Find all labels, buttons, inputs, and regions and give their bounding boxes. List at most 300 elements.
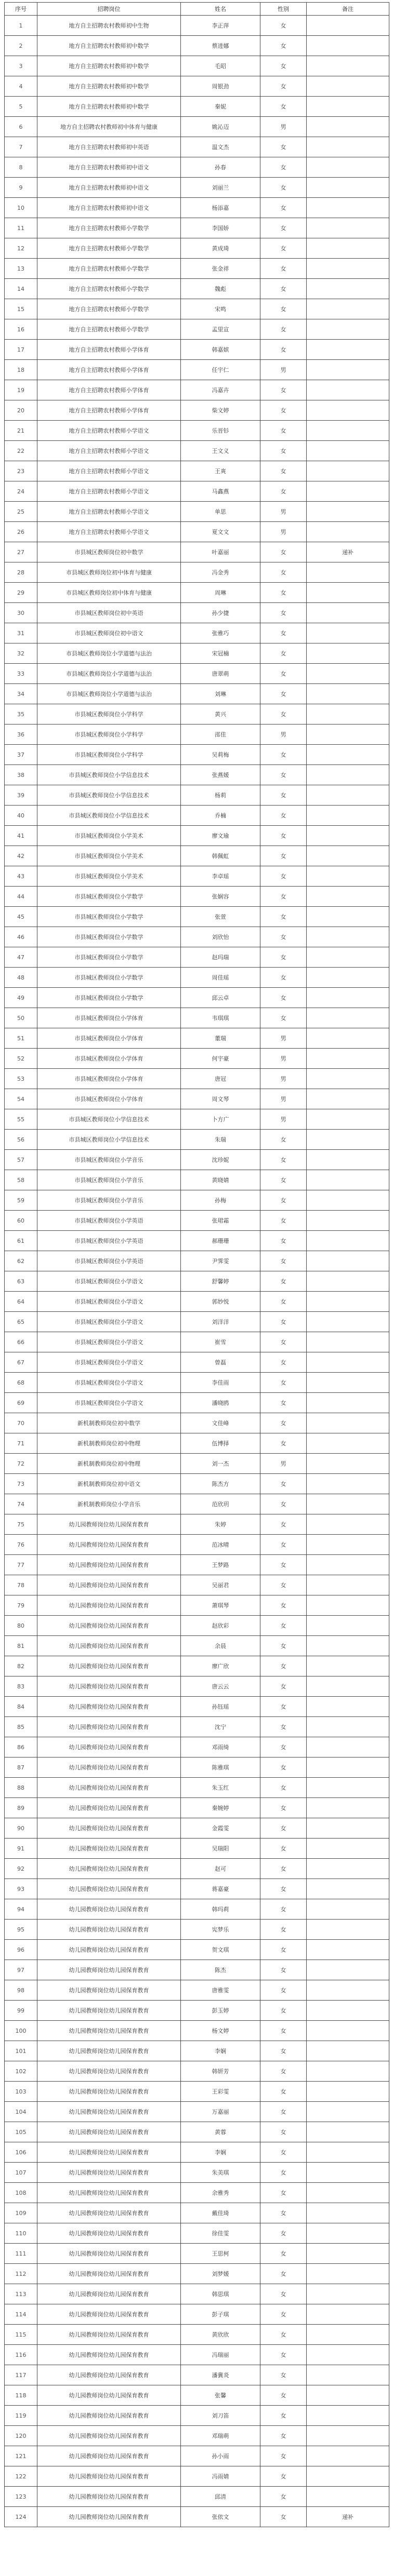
cell-serial-number: 98 — [5, 1980, 37, 2001]
cell-name: 李娴 — [181, 2142, 260, 2163]
table-row — [5, 2487, 389, 2507]
cell-serial-number: 78 — [5, 1575, 37, 1595]
table-row — [5, 2385, 389, 2406]
cell-remark — [307, 1778, 389, 1798]
cell-gender: 女 — [260, 2122, 307, 2142]
cell-remark — [307, 1960, 389, 1980]
cell-gender: 女 — [260, 1839, 307, 1859]
table-row — [5, 360, 389, 380]
table-row — [5, 785, 389, 806]
cell-name: 刘琳 — [181, 684, 260, 704]
cell-name: 徐佳雯 — [181, 2223, 260, 2244]
cell-remark — [307, 1535, 389, 1555]
cell-serial-number: 106 — [5, 2142, 37, 2163]
cell-name: 乐晋钐 — [181, 421, 260, 441]
cell-gender: 女 — [260, 340, 307, 360]
cell-position: 幼儿园教师岗位幼儿园保育教育 — [37, 2244, 181, 2264]
cell-gender: 女 — [260, 238, 307, 259]
cell-remark — [307, 1413, 389, 1433]
cell-serial-number: 12 — [5, 238, 37, 259]
cell-serial-number: 16 — [5, 319, 37, 340]
cell-remark — [307, 1879, 389, 1899]
cell-gender: 男 — [260, 1069, 307, 1089]
cell-serial-number: 27 — [5, 542, 37, 562]
cell-serial-number: 40 — [5, 806, 37, 826]
cell-name: 魏彪 — [181, 279, 260, 299]
cell-position: 地方自主招聘农村教师小学体育 — [37, 360, 181, 380]
cell-remark — [307, 1211, 389, 1231]
cell-remark — [307, 441, 389, 461]
table-row — [5, 1798, 389, 1818]
cell-serial-number: 34 — [5, 684, 37, 704]
cell-gender: 女 — [260, 1697, 307, 1717]
cell-serial-number: 87 — [5, 1757, 37, 1778]
cell-name: 刘梦媛 — [181, 2264, 260, 2284]
cell-remark — [307, 1818, 389, 1839]
cell-serial-number: 13 — [5, 259, 37, 279]
table-header-row — [5, 3, 389, 16]
cell-gender: 女 — [260, 2163, 307, 2183]
cell-position: 市县城区教师岗位小学体育 — [37, 1028, 181, 1049]
cell-remark — [307, 2446, 389, 2466]
cell-name: 乔楠 — [181, 806, 260, 826]
cell-remark — [307, 2142, 389, 2163]
cell-remark — [307, 725, 389, 745]
cell-serial-number: 64 — [5, 1292, 37, 1312]
cell-serial-number: 45 — [5, 907, 37, 927]
table-row — [5, 137, 389, 157]
cell-position: 市县城区教师岗位小学数学 — [37, 887, 181, 907]
table-row — [5, 1008, 389, 1028]
table-row — [5, 1352, 389, 1373]
cell-gender: 女 — [260, 1292, 307, 1312]
cell-remark — [307, 927, 389, 947]
cell-position: 幼儿园教师岗位幼儿园保育教育 — [37, 2223, 181, 2244]
cell-remark — [307, 2122, 389, 2142]
cell-remark — [307, 16, 389, 36]
table-row — [5, 2264, 389, 2284]
cell-remark — [307, 1899, 389, 1920]
cell-gender: 女 — [260, 562, 307, 583]
cell-name: 彭玉婷 — [181, 2001, 260, 2021]
table-row — [5, 2122, 389, 2142]
cell-remark — [307, 2365, 389, 2385]
cell-serial-number: 118 — [5, 2385, 37, 2406]
table-row — [5, 522, 389, 542]
cell-remark — [307, 1454, 389, 1474]
cell-position: 市县城区教师岗位小学信息技术 — [37, 806, 181, 826]
cell-name: 贺文琪 — [181, 1940, 260, 1960]
cell-position: 幼儿园教师岗位幼儿园保育教育 — [37, 1717, 181, 1737]
cell-name: 赵玛瑞 — [181, 947, 260, 968]
cell-remark — [307, 1251, 389, 1271]
cell-serial-number: 95 — [5, 1920, 37, 1940]
cell-name: 刘欣怡 — [181, 927, 260, 947]
cell-remark — [307, 380, 389, 400]
cell-position: 市县城区教师岗位小学道德与法治 — [37, 664, 181, 684]
table-row — [5, 1960, 389, 1980]
cell-remark — [307, 1616, 389, 1636]
cell-remark — [307, 1130, 389, 1150]
cell-serial-number: 37 — [5, 745, 37, 765]
cell-remark — [307, 1717, 389, 1737]
cell-remark — [307, 2426, 389, 2446]
cell-serial-number: 38 — [5, 765, 37, 785]
cell-gender: 女 — [260, 887, 307, 907]
table-row — [5, 684, 389, 704]
cell-remark — [307, 947, 389, 968]
table-row — [5, 481, 389, 502]
cell-gender: 女 — [260, 1717, 307, 1737]
cell-remark — [307, 2487, 389, 2507]
cell-serial-number: 122 — [5, 2466, 37, 2487]
cell-serial-number: 80 — [5, 1616, 37, 1636]
cell-serial-number: 39 — [5, 785, 37, 806]
cell-name: 廖文瑜 — [181, 826, 260, 846]
cell-gender: 女 — [260, 2223, 307, 2244]
cell-remark — [307, 1271, 389, 1292]
cell-gender: 女 — [260, 481, 307, 502]
cell-position: 市县城区教师岗位小学体育 — [37, 1049, 181, 1069]
cell-name: 唐翠萌 — [181, 664, 260, 684]
cell-remark — [307, 1757, 389, 1778]
table-row — [5, 1332, 389, 1352]
cell-name: 潘晓鸥 — [181, 1393, 260, 1413]
cell-gender: 女 — [260, 1616, 307, 1636]
cell-name: 郭妙悦 — [181, 1292, 260, 1312]
cell-remark — [307, 1920, 389, 1940]
cell-gender: 女 — [260, 806, 307, 826]
cell-remark — [307, 1190, 389, 1211]
cell-position: 幼儿园教师岗位幼儿园保育教育 — [37, 2325, 181, 2345]
cell-position: 市县城区教师岗位小学信息技术 — [37, 765, 181, 785]
table-row — [5, 1757, 389, 1778]
cell-gender: 女 — [260, 1332, 307, 1352]
cell-name: 黄晓婧 — [181, 1170, 260, 1190]
cell-name: 张燕媛 — [181, 765, 260, 785]
cell-position: 幼儿园教师岗位幼儿园保育教育 — [37, 2001, 181, 2021]
table-row — [5, 1049, 389, 1069]
table-row — [5, 1676, 389, 1697]
cell-serial-number: 36 — [5, 725, 37, 745]
table-row — [5, 968, 389, 988]
cell-position: 地方自主招聘农村教师初中数学 — [37, 97, 181, 117]
cell-remark — [307, 2466, 389, 2487]
cell-gender: 女 — [260, 704, 307, 725]
cell-remark — [307, 1575, 389, 1595]
cell-name: 刘一杰 — [181, 1454, 260, 1474]
cell-remark — [307, 603, 389, 623]
cell-name: 余雅秀 — [181, 2183, 260, 2203]
cell-position: 幼儿园教师岗位幼儿园保育教育 — [37, 2385, 181, 2406]
cell-position: 地方自主招聘农村教师小学数学 — [37, 218, 181, 238]
table-row — [5, 988, 389, 1008]
cell-name: 何宇豪 — [181, 1049, 260, 1069]
cell-name: 王梦路 — [181, 1555, 260, 1575]
cell-position: 市县城区教师岗位小学美术 — [37, 866, 181, 887]
cell-gender: 女 — [260, 2325, 307, 2345]
cell-position: 市县城区教师岗位小学音乐 — [37, 1170, 181, 1190]
cell-position: 幼儿园教师岗位幼儿园保育教育 — [37, 1818, 181, 1839]
cell-gender: 女 — [260, 1494, 307, 1514]
cell-remark — [307, 137, 389, 157]
cell-position: 市县城区教师岗位小学美术 — [37, 826, 181, 846]
cell-gender: 女 — [260, 1798, 307, 1818]
cell-remark — [307, 2102, 389, 2122]
cell-serial-number: 29 — [5, 583, 37, 603]
cell-gender: 女 — [260, 2203, 307, 2223]
cell-gender: 女 — [260, 2183, 307, 2203]
cell-position: 幼儿园教师岗位幼儿园保育教育 — [37, 1798, 181, 1818]
cell-remark — [307, 2203, 389, 2223]
cell-position: 幼儿园教师岗位幼儿园保育教育 — [37, 1960, 181, 1980]
cell-name: 黄欣欣 — [181, 2325, 260, 2345]
cell-serial-number: 107 — [5, 2163, 37, 2183]
cell-name: 吴丽君 — [181, 1575, 260, 1595]
cell-remark — [307, 2223, 389, 2244]
table-row — [5, 2163, 389, 2183]
table-row — [5, 1494, 389, 1514]
cell-gender: 女 — [260, 1271, 307, 1292]
table-row — [5, 2102, 389, 2122]
cell-gender: 女 — [260, 1656, 307, 1676]
table-row — [5, 2507, 389, 2527]
cell-name: 尹霁雯 — [181, 1251, 260, 1271]
table-row — [5, 2304, 389, 2325]
cell-serial-number: 50 — [5, 1008, 37, 1028]
cell-serial-number: 46 — [5, 927, 37, 947]
cell-serial-number: 42 — [5, 846, 37, 866]
cell-serial-number: 94 — [5, 1899, 37, 1920]
cell-serial-number: 73 — [5, 1474, 37, 1494]
cell-remark — [307, 1049, 389, 1069]
cell-remark — [307, 826, 389, 846]
cell-name: 杨莉 — [181, 785, 260, 806]
cell-serial-number: 99 — [5, 2001, 37, 2021]
table-row — [5, 1393, 389, 1413]
cell-name: 周琳 — [181, 583, 260, 603]
table-row — [5, 1656, 389, 1676]
cell-serial-number: 69 — [5, 1393, 37, 1413]
cell-position: 市县城区教师岗位小学道德与法治 — [37, 684, 181, 704]
cell-position: 地方自主招聘农村教师初中体育与健康 — [37, 117, 181, 137]
cell-remark — [307, 2183, 389, 2203]
cell-remark — [307, 340, 389, 360]
cell-gender: 女 — [260, 461, 307, 481]
table-row — [5, 56, 389, 76]
cell-remark — [307, 765, 389, 785]
cell-position: 幼儿园教师岗位幼儿园保育教育 — [37, 1980, 181, 2001]
cell-serial-number: 113 — [5, 2284, 37, 2304]
cell-remark — [307, 745, 389, 765]
table-row — [5, 1109, 389, 1130]
cell-gender: 男 — [260, 1109, 307, 1130]
cell-serial-number: 86 — [5, 1737, 37, 1757]
cell-name: 唐雅雯 — [181, 1980, 260, 2001]
cell-gender: 女 — [260, 2082, 307, 2102]
cell-serial-number: 108 — [5, 2183, 37, 2203]
cell-serial-number: 51 — [5, 1028, 37, 1049]
table-row — [5, 1190, 389, 1211]
cell-gender: 女 — [260, 542, 307, 562]
cell-name: 邵佳 — [181, 725, 260, 745]
cell-name: 舒馨婷 — [181, 1271, 260, 1292]
table-row — [5, 1859, 389, 1879]
cell-gender: 女 — [260, 623, 307, 643]
cell-remark — [307, 1028, 389, 1049]
cell-remark — [307, 1676, 389, 1697]
cell-remark — [307, 887, 389, 907]
cell-serial-number: 35 — [5, 704, 37, 725]
cell-position: 幼儿园教师岗位幼儿园保育教育 — [37, 1697, 181, 1717]
cell-name: 刘刀笛 — [181, 2406, 260, 2426]
cell-name: 李国娇 — [181, 218, 260, 238]
table-row — [5, 421, 389, 441]
table-row — [5, 299, 389, 319]
cell-remark — [307, 2385, 389, 2406]
cell-gender: 女 — [260, 157, 307, 178]
cell-position: 幼儿园教师岗位幼儿园保育教育 — [37, 2203, 181, 2223]
cell-serial-number: 68 — [5, 1373, 37, 1393]
cell-name: 范冰晴 — [181, 1535, 260, 1555]
table-row — [5, 2426, 389, 2446]
cell-serial-number: 70 — [5, 1413, 37, 1433]
cell-position: 市县城区教师岗位小学语文 — [37, 1373, 181, 1393]
cell-remark — [307, 502, 389, 522]
table-row — [5, 1292, 389, 1312]
cell-position: 市县城区教师岗位初中数学 — [37, 542, 181, 562]
table-row — [5, 198, 389, 218]
table-row — [5, 725, 389, 745]
cell-gender: 女 — [260, 400, 307, 421]
cell-position: 市县城区教师岗位小学英语 — [37, 1231, 181, 1251]
cell-serial-number: 18 — [5, 360, 37, 380]
cell-position: 地方自主招聘农村教师小学数学 — [37, 238, 181, 259]
cell-gender: 女 — [260, 1879, 307, 1899]
cell-gender: 女 — [260, 2001, 307, 2021]
cell-name: 温文杰 — [181, 137, 260, 157]
cell-gender: 女 — [260, 1393, 307, 1413]
table-row — [5, 2284, 389, 2304]
cell-name: 孙小雨 — [181, 2446, 260, 2466]
table-body — [5, 16, 389, 2527]
cell-position: 市县城区教师岗位小学体育 — [37, 1069, 181, 1089]
cell-serial-number: 48 — [5, 968, 37, 988]
table-row — [5, 1454, 389, 1474]
cell-remark — [307, 1656, 389, 1676]
cell-serial-number: 117 — [5, 2365, 37, 2385]
cell-gender: 女 — [260, 1535, 307, 1555]
cell-serial-number: 71 — [5, 1433, 37, 1454]
cell-remark — [307, 56, 389, 76]
cell-remark — [307, 36, 389, 56]
cell-remark — [307, 1109, 389, 1130]
table-row — [5, 1879, 389, 1899]
cell-gender: 女 — [260, 76, 307, 97]
cell-serial-number: 123 — [5, 2487, 37, 2507]
cell-name: 王爽 — [181, 461, 260, 481]
table-row — [5, 1899, 389, 1920]
cell-position: 幼儿园教师岗位幼儿园保育教育 — [37, 2284, 181, 2304]
cell-gender: 女 — [260, 2385, 307, 2406]
cell-gender: 女 — [260, 137, 307, 157]
cell-name: 郝珊珊 — [181, 1231, 260, 1251]
cell-name: 蒋嘉豪 — [181, 1879, 260, 1899]
cell-serial-number: 32 — [5, 643, 37, 664]
table-row — [5, 1980, 389, 2001]
table-row — [5, 259, 389, 279]
cell-serial-number: 55 — [5, 1109, 37, 1130]
cell-name: 韩佩虹 — [181, 846, 260, 866]
cell-position: 地方自主招聘农村教师小学语文 — [37, 421, 181, 441]
cell-name: 余晨 — [181, 1636, 260, 1656]
cell-gender: 女 — [260, 947, 307, 968]
cell-remark — [307, 522, 389, 542]
cell-position: 幼儿园教师岗位幼儿园保育教育 — [37, 1656, 181, 1676]
cell-serial-number: 9 — [5, 178, 37, 198]
cell-serial-number: 102 — [5, 2061, 37, 2082]
cell-serial-number: 62 — [5, 1251, 37, 1271]
cell-gender: 男 — [260, 1089, 307, 1109]
cell-gender: 女 — [260, 2507, 307, 2527]
cell-gender: 女 — [260, 259, 307, 279]
cell-remark — [307, 1474, 389, 1494]
cell-gender: 女 — [260, 2021, 307, 2041]
cell-gender: 女 — [260, 1231, 307, 1251]
cell-name: 唐冠 — [181, 1069, 260, 1089]
cell-position: 地方自主招聘农村教师初中语文 — [37, 178, 181, 198]
cell-name: 李佳雨 — [181, 1373, 260, 1393]
table-row — [5, 887, 389, 907]
cell-name: 周佳瑶 — [181, 968, 260, 988]
cell-position: 市县城区教师岗位初中语文 — [37, 623, 181, 643]
table-row — [5, 623, 389, 643]
cell-remark — [307, 1697, 389, 1717]
cell-name: 朱美琪 — [181, 2163, 260, 2183]
table-row — [5, 1636, 389, 1656]
table-row — [5, 178, 389, 198]
cell-remark — [307, 1595, 389, 1616]
cell-serial-number: 59 — [5, 1190, 37, 1211]
cell-serial-number: 89 — [5, 1798, 37, 1818]
cell-position: 幼儿园教师岗位幼儿园保育教育 — [37, 1737, 181, 1757]
table-row — [5, 157, 389, 178]
cell-gender: 女 — [260, 1818, 307, 1839]
cell-name: 邓瑞萌 — [181, 2426, 260, 2446]
cell-gender: 女 — [260, 1433, 307, 1454]
table-row — [5, 2041, 389, 2061]
cell-gender: 女 — [260, 1211, 307, 1231]
cell-serial-number: 57 — [5, 1150, 37, 1170]
cell-position: 市县城区教师岗位小学语文 — [37, 1393, 181, 1413]
cell-name: 孙春 — [181, 157, 260, 178]
cell-position: 地方自主招聘农村教师小学语文 — [37, 481, 181, 502]
table-row — [5, 1069, 389, 1089]
cell-serial-number: 11 — [5, 218, 37, 238]
cell-serial-number: 119 — [5, 2406, 37, 2426]
table-row — [5, 745, 389, 765]
cell-position: 市县城区教师岗位初中体育与健康 — [37, 562, 181, 583]
cell-serial-number: 63 — [5, 1271, 37, 1292]
cell-name: 冯嘉卉 — [181, 380, 260, 400]
cell-gender: 女 — [260, 421, 307, 441]
cell-serial-number: 52 — [5, 1049, 37, 1069]
table-row — [5, 1595, 389, 1616]
cell-position: 地方自主招聘农村教师初中生物 — [37, 16, 181, 36]
table-row — [5, 1413, 389, 1433]
cell-position: 幼儿园教师岗位幼儿园保育教育 — [37, 2163, 181, 2183]
cell-name: 吴瑞阳 — [181, 1839, 260, 1859]
